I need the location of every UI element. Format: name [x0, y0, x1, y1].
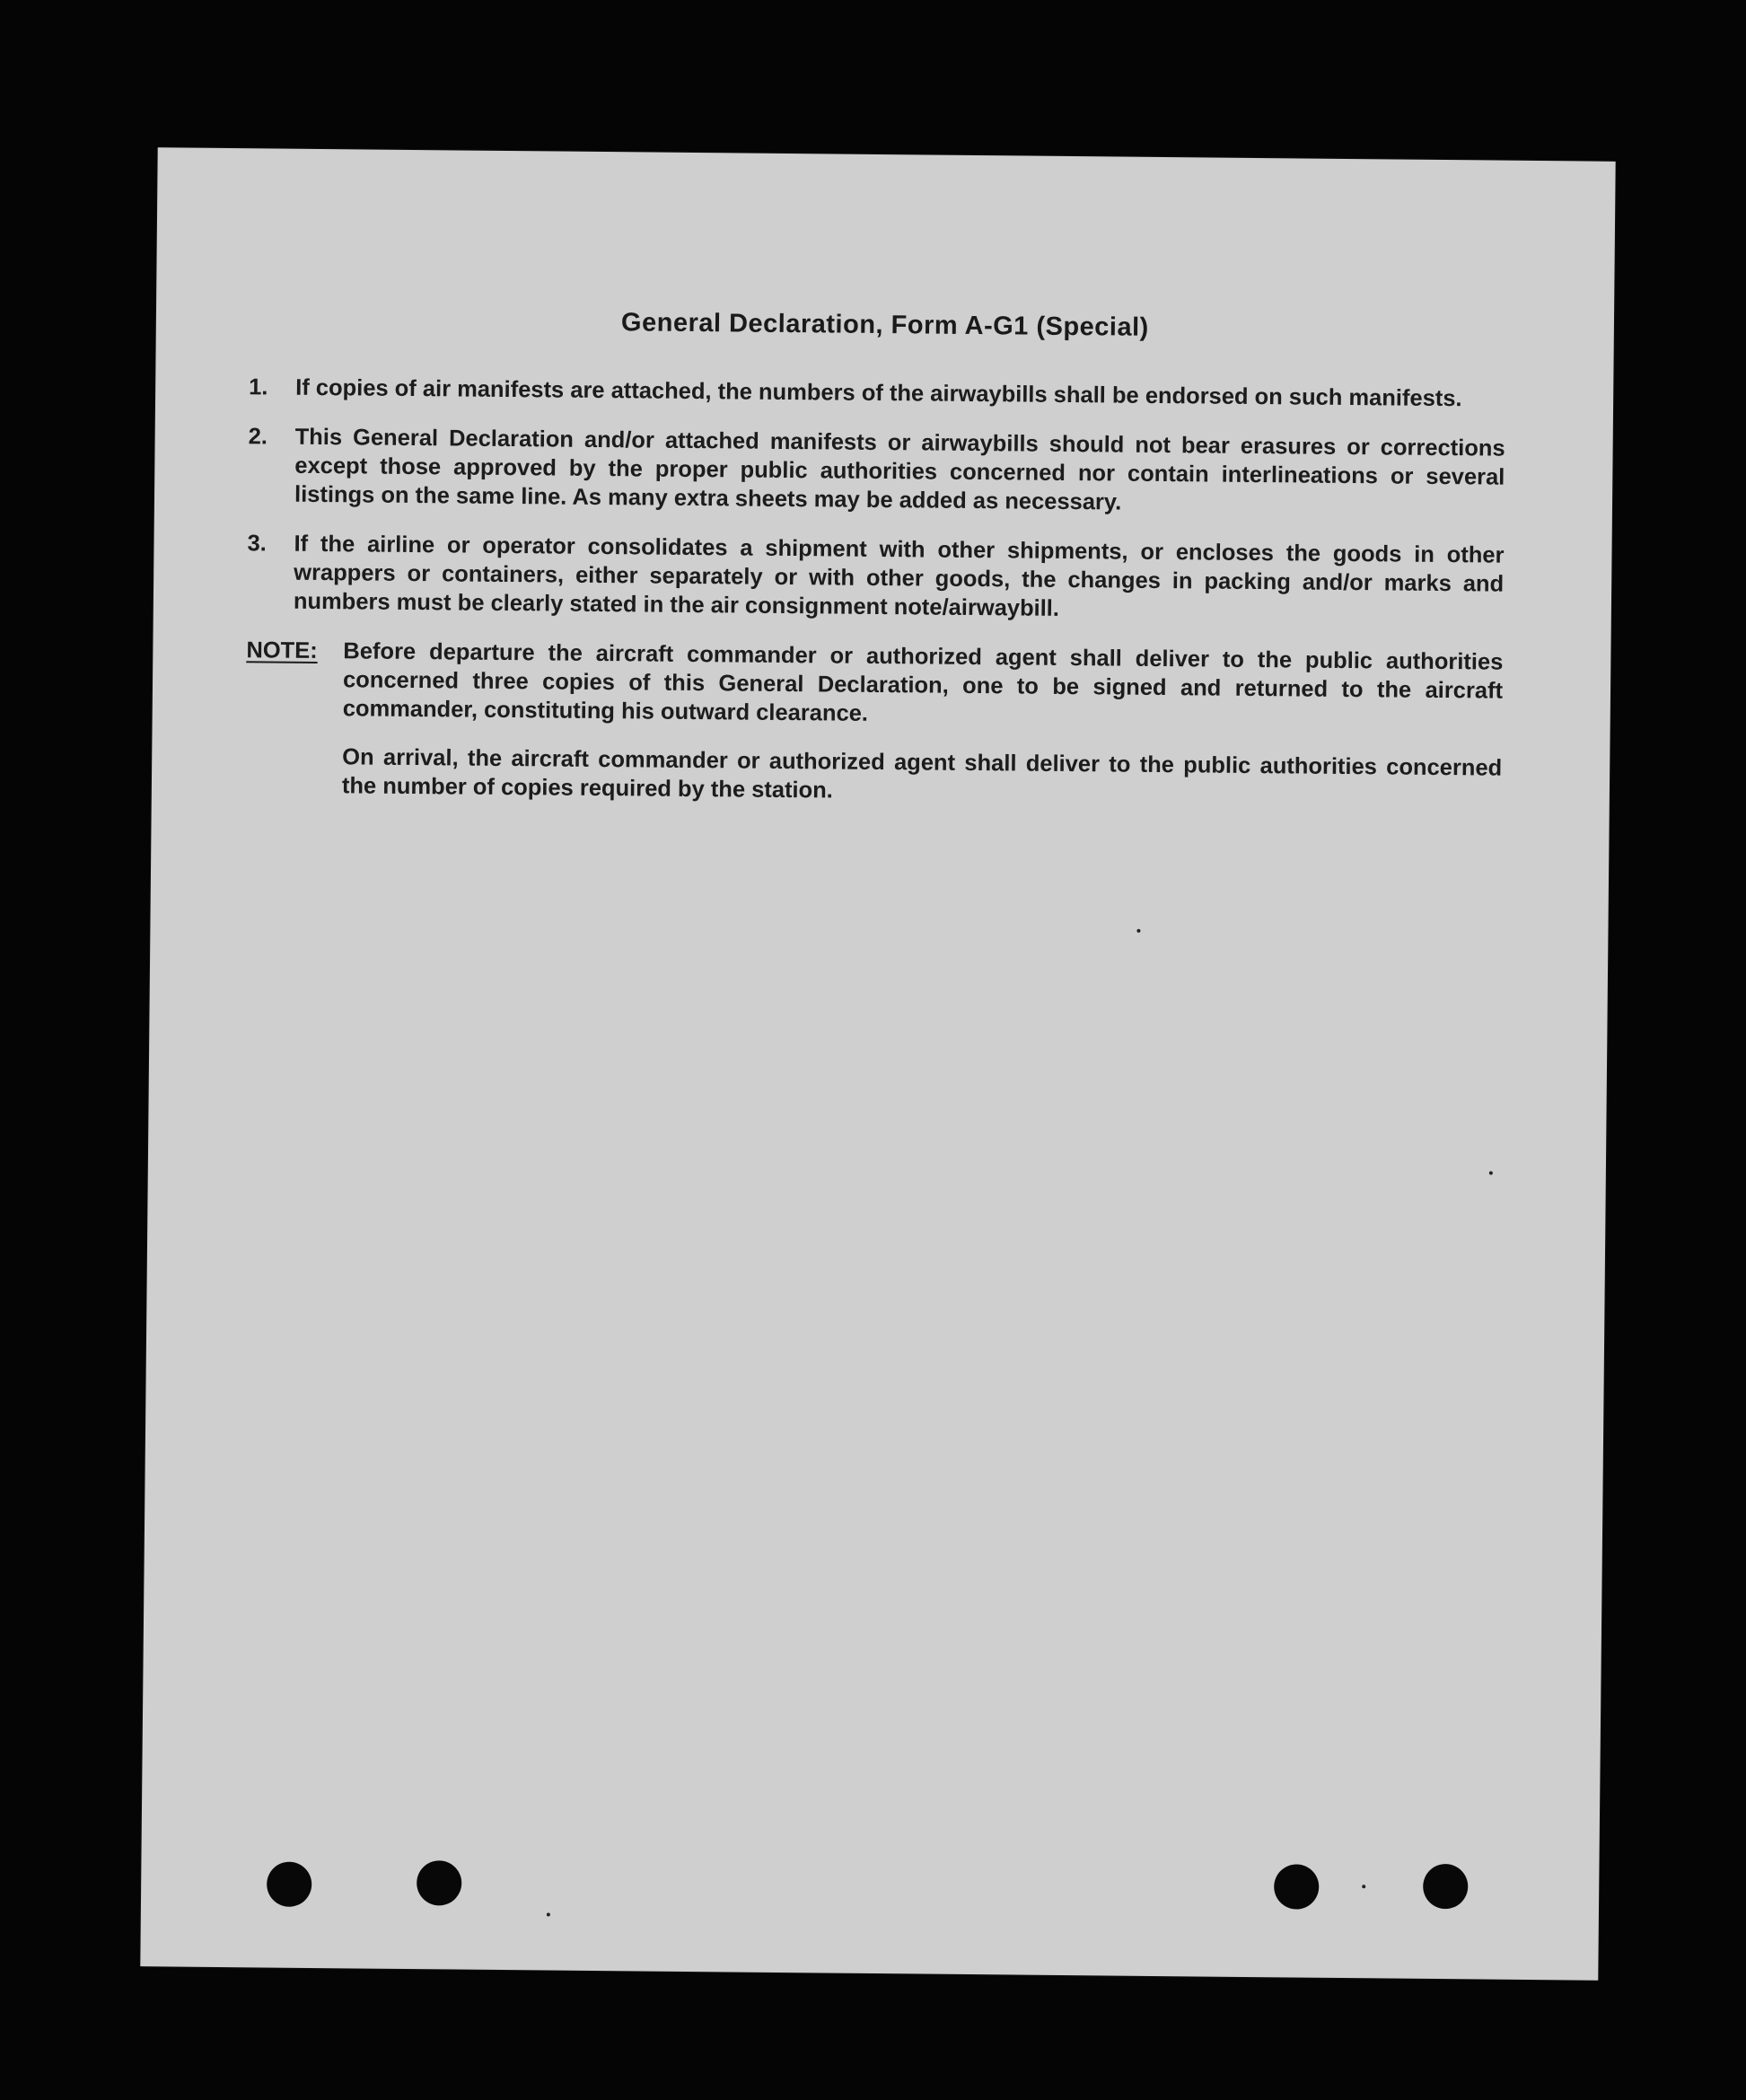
speck — [1136, 929, 1140, 933]
punch-hole — [267, 1862, 311, 1907]
note-indent — [245, 742, 343, 800]
item-number: 2. — [248, 424, 268, 450]
punch-hole — [1274, 1864, 1319, 1909]
item-text: This General Declaration and/or attached manifests or airwaybills should not bear erasures or corrections except those approved by the proper public authorities concerned nor contain interlineations or several listings on the same line. As many extra sheets may be added as necessary. — [294, 424, 1505, 515]
instruction-item-1 — [249, 373, 1505, 413]
speck — [1489, 1172, 1493, 1175]
instruction-item-3 — [247, 529, 1505, 627]
item-number: 3. — [247, 531, 267, 557]
document-title: General Declaration, Form A-G1 (Special) — [620, 308, 1149, 342]
note-paragraph-2: On arrival, the aircraft commander or authorized agent shall deliver to the public authorities concerned the number of copies required by the station. — [341, 744, 1503, 804]
instruction-item-2 — [248, 422, 1505, 520]
speck — [1362, 1885, 1365, 1888]
punch-hole — [1423, 1864, 1468, 1909]
note-section — [245, 636, 1504, 811]
note-paragraph-1: Before departure the aircraft commander or authorized agent shall deliver to the public authorities concerned three copies of this General Declaration, one to be signed and returned to the aircraft commander, constituting his outward clearance. — [342, 638, 1504, 726]
item-number: 1. — [249, 374, 268, 400]
punch-hole — [417, 1860, 461, 1905]
document-page — [140, 147, 1615, 1980]
note-label: NOTE: — [246, 637, 318, 663]
speck — [547, 1913, 550, 1917]
item-text: If copies of air manifests are attached, the numbers of the airwaybills shall be endorsed on such manifests. — [295, 374, 1462, 412]
item-text: If the airline or operator consolidates a shipment with other shipments, or encloses the goods in other wrappers or containers, either separately or with other goods, the changes in packing and/or marks and numbers must be clearly stated in the air consignment note/airwaybill. — [293, 531, 1505, 621]
